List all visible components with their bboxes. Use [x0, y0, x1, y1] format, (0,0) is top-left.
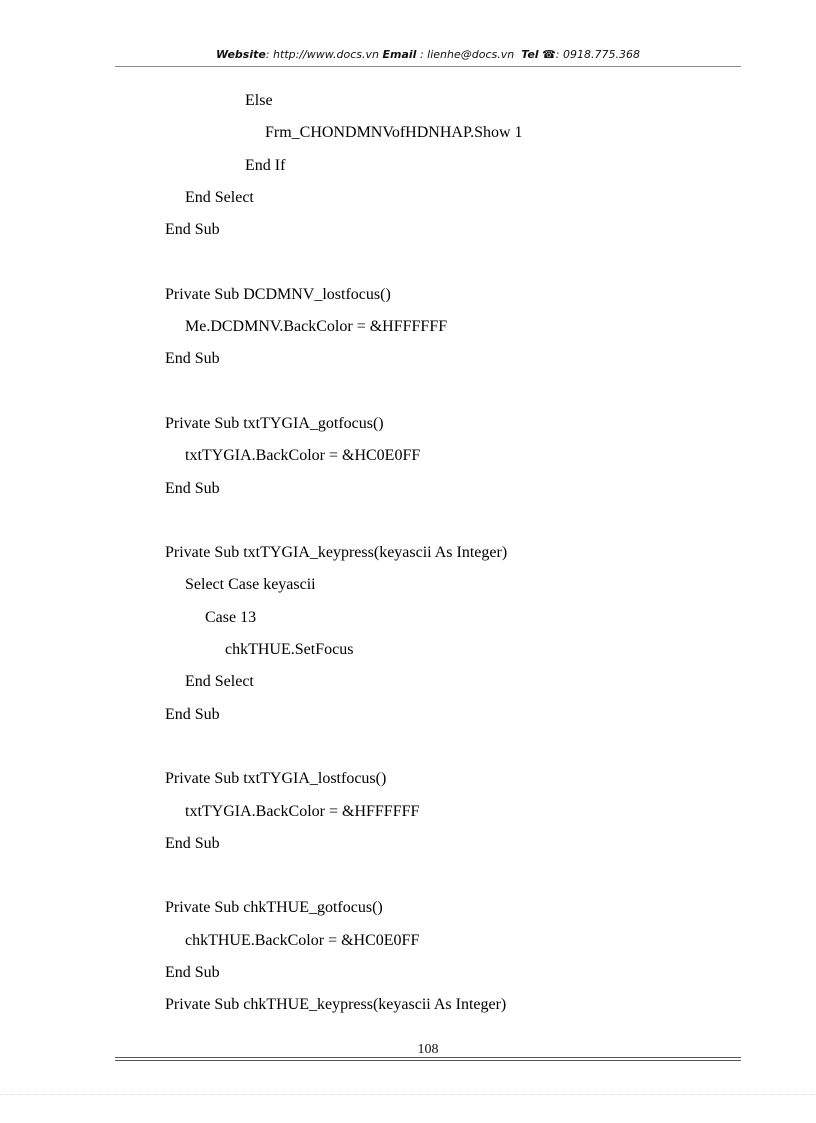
- code-line: Private Sub DCDMNV_lostfocus(): [165, 285, 391, 303]
- code-line: End Sub: [165, 479, 220, 497]
- code-line: [165, 863, 725, 895]
- page-number: 108: [417, 1042, 439, 1057]
- code-line: End Sub: [165, 350, 220, 368]
- footer-divider-bottom: [115, 1060, 741, 1061]
- code-line: End Sub: [165, 705, 220, 723]
- code-line: Frm_CHONDMNVofHDNHAP.Show 1: [265, 124, 523, 142]
- code-line: End Select: [185, 188, 254, 206]
- tel-label: Tel: [521, 48, 539, 61]
- code-line: chkTHUE.SetFocus: [225, 641, 354, 659]
- page-edge: [0, 1094, 816, 1095]
- code-line: [165, 249, 725, 281]
- code-line: txtTYGIA.BackColor = &HFFFFFF: [185, 802, 420, 820]
- code-line: End Sub: [165, 964, 220, 982]
- phone-icon: ☎: [542, 48, 556, 61]
- email-label: Email: [382, 48, 417, 61]
- email-value: : lienhe@docs.vn: [416, 48, 515, 61]
- code-line: End Sub: [165, 834, 220, 852]
- code-line: [165, 379, 725, 411]
- tel-value: : 0918.775.368: [555, 48, 640, 61]
- code-block: [165, 88, 725, 1025]
- code-line: End Sub: [165, 221, 220, 239]
- code-line: Private Sub txtTYGIA_lostfocus(): [165, 770, 387, 788]
- code-line: Case 13: [205, 608, 257, 626]
- code-line: Else: [245, 92, 273, 109]
- website-label: Website: [216, 48, 266, 61]
- code-line: [165, 508, 725, 540]
- code-line: Select Case keyascii: [185, 576, 316, 594]
- code-line: End If: [245, 156, 286, 174]
- website-value: : http://www.docs.vn: [265, 48, 380, 61]
- header-divider: [115, 66, 741, 67]
- code-line: End Select: [185, 673, 254, 691]
- code-line: Private Sub chkTHUE_gotfocus(): [165, 899, 383, 917]
- page-header: [115, 48, 741, 61]
- code-line: Private Sub txtTYGIA_gotfocus(): [165, 414, 384, 432]
- code-line: chkTHUE.BackColor = &HC0E0FF: [185, 931, 420, 949]
- code-line: Private Sub chkTHUE_keypress(keyascii As Integer): [165, 996, 507, 1014]
- code-line: Me.DCDMNV.BackColor = &HFFFFFF: [185, 318, 448, 336]
- code-line: [165, 734, 725, 766]
- code-line: txtTYGIA.BackColor = &HC0E0FF: [185, 447, 421, 465]
- code-line: Private Sub txtTYGIA_keypress(keyascii As Integer): [165, 544, 508, 562]
